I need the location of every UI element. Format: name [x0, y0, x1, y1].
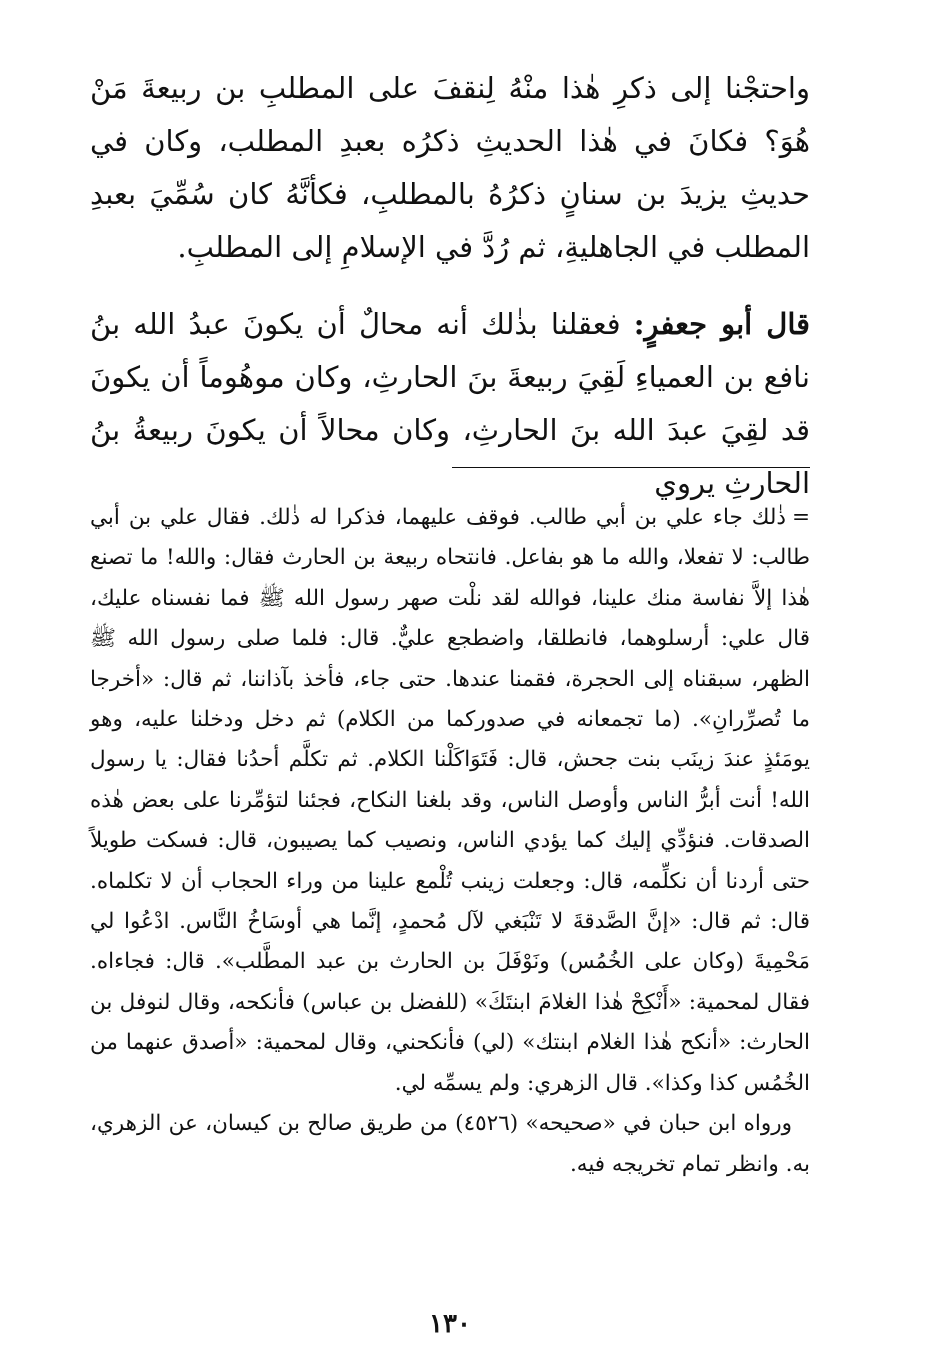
speaker-heading: قال أبو جعفرٍ: [633, 307, 811, 341]
footnote-paragraph-2: ورواه ابن حبان في «صحيحه» (٤٥٢٦) من طريق صالح بن كيسان، عن الزهري، به. وانظر تمام تخريجه فيه. [90, 1111, 810, 1177]
page-number: ١٣٠ [429, 1309, 471, 1339]
main-paragraph-2-body: فعقلنا بذٰلك أنه محالٌ أن يكونَ عبدُ الله بنُ نافع بن العمياءِ لَقِيَ ربيعةَ بنَ الحارثِ، وكان موهُوماً أن يكونَ قد لقِيَ عبدَ الله بنَ الحارثِ، وكان محالاً أن يكونَ ربيعةُ بنُ الحارثِ يروي [90, 307, 810, 500]
footnote-paragraph-1-text: ذٰلك جاء علي بن أبي طالب. فوقف عليهما، فذكرا له ذٰلك. فقال علي بن أبي طالب: لا تفعلا، والله ما هو بفاعل. فانتحاه ربيعة بن الحارث فقال: والله! ما تصنع هٰذا إلاَّ نفاسة منك علينا، فوالله لقد نلْت صهر رسول الله ﷺ فما نفسناه عليك، قال علي: أرسلوهما، فانطلقا، واضطجع عليٌّ. قال: فلما صلى رسول الله ﷺ الظهر، سبقناه إلى الحجرة، فقمنا عندها. حتى جاء، فأخذ بآذاننا، ثم قال: «أخرجا ما تُصرِّرانِ». (ما تجمعانه في صدوركما من الكلام) ثم دخل ودخلنا عليه، وهو يومَئذٍ عندَ زينَب بنت جحش، قال: فَتَوَاكَلْنا الكلام. ثم تكلَّم أحدُنا فقال: يا رسول الله! أنت أبرُّ الناس وأوصل الناس، وقد بلغنا النكاح، فجئنا لتؤمِّرنا على بعض هٰذه الصدقات. فنؤدِّي إليك كما يؤدي الناس، ونصيب كما يصيبون، قال: فسكت طويلاً حتى أردنا أن نكلِّمه، قال: وجعلت زينب تُلْمع علينا من وراء الحجاب أن لا تكلماه. قال: ثم قال: «إنَّ الصَّدقةَ لا تَنْبَغي لآل مُحمدٍ، إنَّما هي أوسَاخُ النَّاس. ادْعُوا لي مَحْمِيةَ (وكان على الخُمُس) ونَوْفَلَ بن الحارث بن عبد المطَّلب». قال: فجاءاه. فقال لمحمية: «أَنْكِحْ هٰذا الغلامَ ابنتَكَ» (للفضل بن عباس) فأنكحه، وقال لنوفل بن الحارث: «أنكح هٰذا الغلام ابنتك» (لي) فأنكحني، وقال لمحمية: «أصدق عنهما من الخُمُس كذا وكذا». قال الزهري: ولم يسمِّه لي. [90, 505, 810, 1096]
continuation-marker: = [791, 505, 810, 530]
main-paragraph-1: واحتجْنا إلى ذكرِ هٰذا منْهُ لِنقفَ على المطلبِ بن ربيعةَ مَنْ هُوَ؟ فكانَ في هٰذا الحديثِ ذكرُه بعبدِ المطلب، وكان في حديثِ يزيدَ بن سنانٍ ذكرُهُ بالمطلبِ، فكأنَّهُ كان سُمِّيَ بعبدِ المطلب في الجاهليةِ، ثم رُدَّ في الإسلامِ إلى المطلبِ. [90, 71, 810, 264]
footnote-paragraph-1 [90, 498, 810, 1104]
book-page [90, 62, 811, 1339]
footnotes-section [90, 498, 810, 1185]
main-paragraph-2 [90, 298, 810, 510]
footnote-divider [452, 467, 810, 468]
